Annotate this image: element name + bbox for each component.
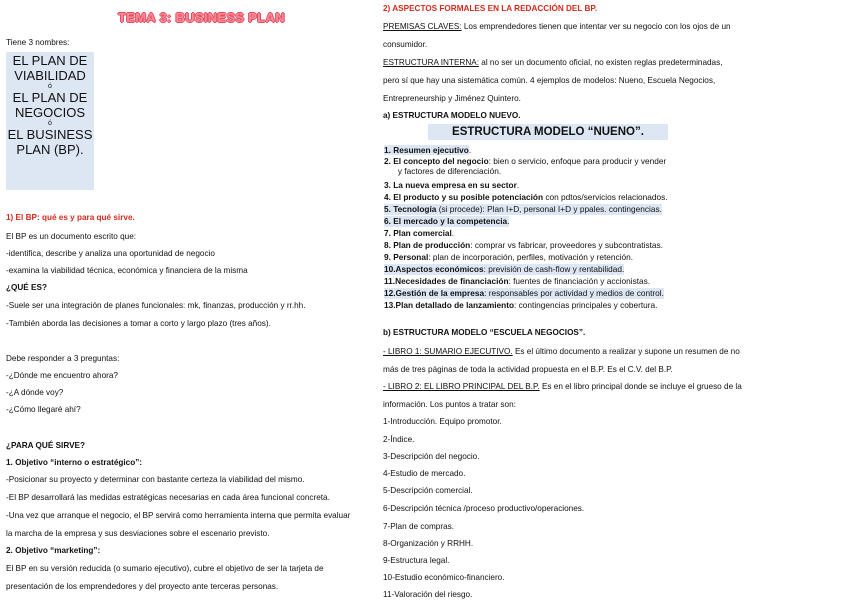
text-line: información. Los puntos a tratar son:: [383, 400, 516, 409]
name-separator: ó: [48, 120, 52, 127]
nueno-item: 1. Resumen ejecutivo.: [384, 145, 472, 155]
name-line: PLAN (BP).: [16, 141, 84, 157]
punto-item: 8-Organización y RRHH.: [383, 539, 474, 548]
text-line: -También aborda las decisiones a tomar a corto y largo plazo (tres años).: [6, 319, 271, 328]
text-line: -Una vez que arranque el negocio, el BP servirá como herramienta interna que permita evaluar: [6, 511, 351, 520]
text-line: -El BP desarrollará las medidas estratégicas necesarias en cada área funcional concreta.: [6, 493, 330, 502]
estructura-line: [383, 57, 722, 69]
text-line: Entrepreneurship y Jiménez Quintero.: [383, 94, 521, 103]
nueno-item: 4. El producto y su posible potenciación con pdtos/servicios relacionados.: [384, 192, 668, 202]
names-box: [6, 52, 94, 190]
nueno-item: 13.Plan detallado de lanzamiento: contingencias principales y cobertura.: [384, 300, 658, 310]
nueno-item: 10.Aspectos económicos: previsión de cash-flow y rentabilidad.: [384, 264, 625, 274]
modelo-a-heading: a) ESTRUCTURA MODELO NUEVO.: [383, 111, 521, 120]
modelo-b-heading: b) ESTRUCTURA MODELO “ESCUELA NEGOCIOS”.: [383, 328, 586, 337]
nueno-header: ESTRUCTURA MODELO “NUENO”.: [428, 124, 668, 140]
text-line: El BP es un documento escrito que:: [6, 232, 137, 241]
premisas-label: PREMISAS CLAVES:: [383, 22, 462, 31]
estructura-text: al no ser un documento oficial, no existen reglas predeterminadas,: [478, 58, 723, 67]
text-line: presentación de los emprendedores y del proyecto ante terceras personas.: [6, 582, 279, 591]
text-line: -Posicionar su proyecto y determinar con bastante certeza la viabilidad del mismo.: [6, 475, 305, 484]
text-line: más de tres páginas de toda la actividad propuesta en el B.P. Es el C.V. del B.P.: [383, 365, 673, 374]
libro-2-label: - LIBRO 2: EL LIBRO PRINCIPAL DEL B.P.: [383, 382, 540, 391]
punto-item: 5-Descripción comercial.: [383, 486, 473, 495]
nueno-item: y factores de diferenciación.: [384, 166, 502, 176]
nueno-item: 6. El mercado y la competencia.: [384, 216, 510, 226]
nueno-item: 8. Plan de producción: comprar vs fabricar, proveedores y subcontratistas.: [384, 240, 663, 250]
question-line: -¿Dónde me encuentro ahora?: [6, 371, 118, 380]
libro-2-text: Es en el libro principal donde se incluye el grueso de la: [539, 382, 742, 391]
question-line: -¿A dónde voy?: [6, 388, 64, 397]
nueno-item: 3. La nueva empresa en su sector.: [384, 180, 520, 190]
nueno-item: 12.Gestión de la empresa: responsables por actividad y medios de control.: [384, 288, 664, 298]
nueno-item: 7. Plan comercial.: [384, 228, 455, 238]
text-line: consumidor.: [383, 40, 428, 49]
text-line: -examina la viabilidad técnica, económica y financiera de la misma: [6, 266, 248, 275]
objective-2-heading: 2. Objetivo “marketing”:: [6, 546, 101, 555]
punto-item: 1-Introducción. Equipo promotor.: [383, 417, 502, 426]
text-line: -identifica, describe y analiza una oportunidad de negocio: [6, 249, 215, 258]
punto-item: 9-Estructura legal.: [383, 556, 450, 565]
punto-item: 2-Índice.: [383, 435, 415, 444]
premisas-line: [383, 21, 731, 33]
name-line: NEGOCIOS: [14, 104, 86, 120]
section-2-heading: 2) ASPECTOS FORMALES EN LA REDACCIÓN DEL BP.: [383, 4, 598, 13]
premisas-text: Los emprendedores tienen que intentar ver su negocio con los ojos de un: [461, 22, 731, 31]
libro-1-text: Es el último documento a realizar y supone un resumen de no: [512, 347, 740, 356]
text-line: -Suele ser una integración de planes funcionales: mk, finanzas, producción y rr.hh.: [6, 301, 306, 310]
punto-item: 11-Valoración del riesgo.: [383, 590, 473, 599]
que-es-heading: ¿QUÉ ES?: [6, 283, 47, 292]
punto-item: 10-Estudio económico-financiero.: [383, 573, 505, 582]
nueno-item: 2. El concepto del negocio: bien o servicio, enfoque para producir y vender: [384, 156, 667, 166]
para-que-heading: ¿PARA QUÉ SIRVE?: [6, 441, 86, 450]
section-1-heading: 1) El BP: qué es y para qué sirve.: [6, 213, 135, 222]
question-line: -¿Cómo llegaré ahí?: [6, 405, 81, 414]
name-line: EL PLAN DE: [12, 90, 88, 105]
libro-1-label: - LIBRO 1: SUMARIO EJECUTIVO.: [383, 347, 513, 356]
name-line: EL PLAN DE: [12, 53, 88, 68]
page-title: TEMA 3: BUSINESS PLAN: [118, 10, 285, 25]
name-line: VIABILIDAD: [14, 67, 86, 83]
names-intro: Tiene 3 nombres:: [6, 38, 70, 47]
estructura-label: ESTRUCTURA INTERNA:: [383, 58, 479, 67]
name-line: EL BUSINESS: [7, 127, 93, 142]
text-line: pero sí que hay una sistemática común. 4 ejemplos de modelos: Nueno, Escuela Negocios,: [383, 76, 716, 85]
text-line: Debe responder a 3 preguntas:: [6, 354, 120, 363]
nueno-item: 9. Personal: plan de incorporación, perfiles, motivación y retención.: [384, 252, 634, 262]
punto-item: 3-Descripción del negocio.: [383, 452, 480, 461]
nueno-item: 11.Necesidades de financiación: fuentes de financiación y accionistas.: [384, 276, 651, 286]
libro-2-line: [383, 381, 742, 393]
text-line: la marcha de la empresa y sus desviaciones sobre el escenario previsto.: [6, 529, 270, 538]
text-line: El BP en su versión reducida (o sumario ejecutivo), cubre el objetivo de ser la tarjeta de: [6, 564, 324, 573]
libro-1-line: [383, 346, 740, 358]
nueno-item: 5. Tecnología (si procede): Plan I+D, personal I+D y ppales. contingencias.: [384, 204, 662, 214]
punto-item: 4-Estudio de mercado.: [383, 469, 466, 478]
name-separator: ó: [48, 83, 52, 90]
objective-1-heading: 1. Objetivo “interno o estratégico”:: [6, 458, 143, 467]
punto-item: 6-Descripción técnica /proceso productivo/operaciones.: [383, 504, 585, 513]
punto-item: 7-Plan de compras.: [383, 522, 454, 531]
